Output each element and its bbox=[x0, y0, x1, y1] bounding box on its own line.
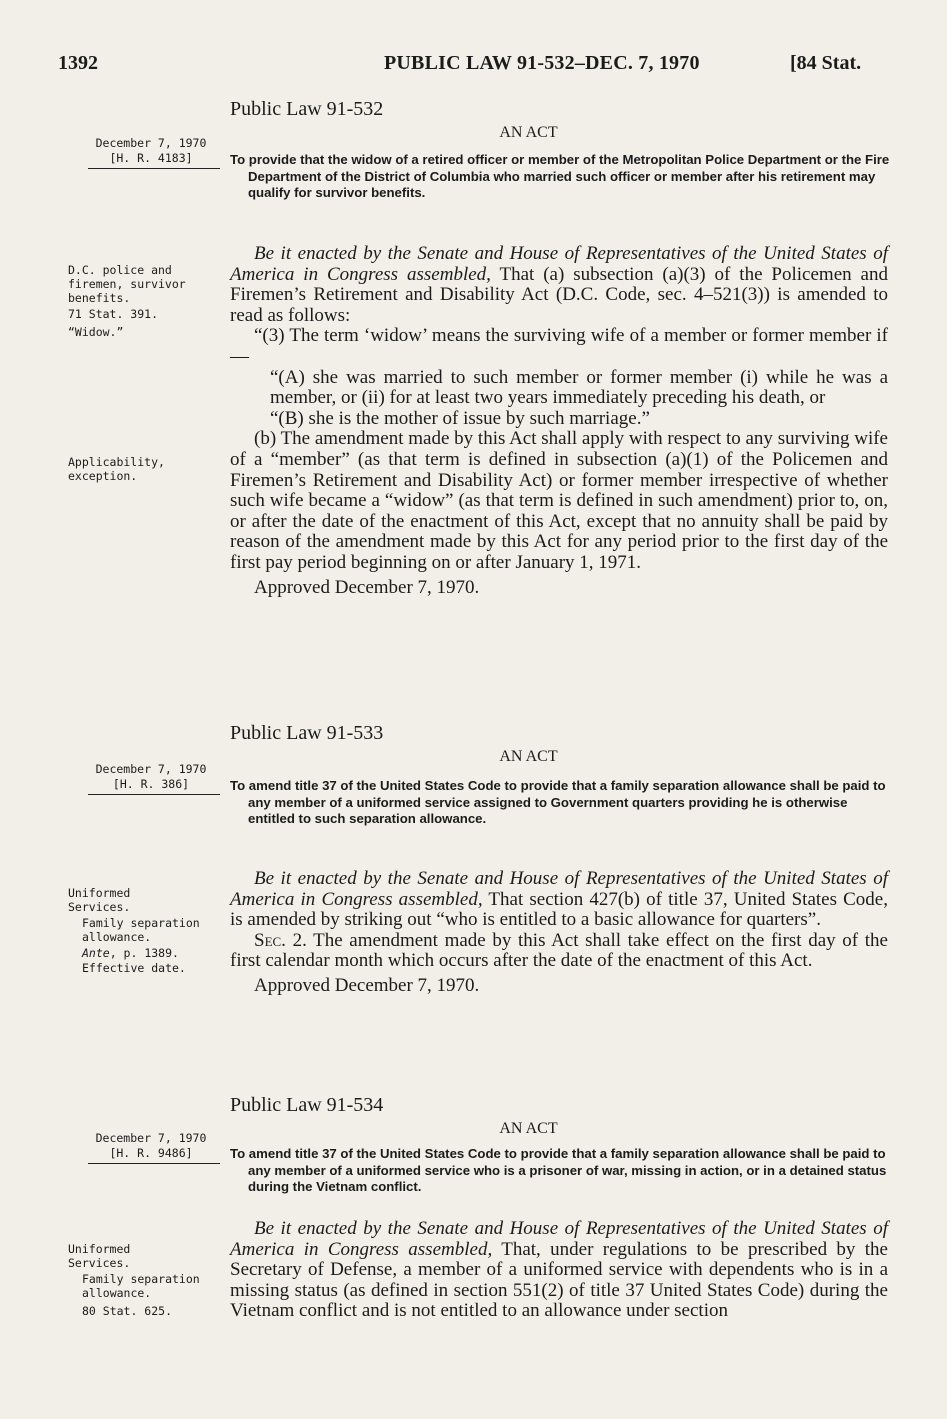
margin-note-text: Family separation allowance. bbox=[82, 1272, 200, 1300]
margin-note-text: Applicability, exception. bbox=[68, 455, 165, 483]
margin-date-block bbox=[86, 762, 216, 795]
enacting-clause bbox=[230, 244, 888, 326]
margin-note-group bbox=[68, 263, 218, 305]
margin-date-block bbox=[86, 136, 216, 169]
enacting-rest: That, under regulations to be prescribed by the Secretary of Defense, a member of a uniformed service with dependents who is in a missing status (as defined in section 551(2) of title 37 United States Code) during the Vietnam conflict and is not entitled to an allowance under section bbox=[230, 1238, 888, 1322]
margin-note-italic: Ante bbox=[82, 946, 110, 960]
margin-note: D.C. police and firemen, survivor benefits. bbox=[68, 263, 186, 305]
bill-number: [H. R. 4183] bbox=[109, 151, 193, 165]
law-body bbox=[230, 244, 888, 598]
enacting-italic: Be it enacted by the Senate and House of Representatives of the United States of America in Congress assembled, bbox=[230, 1218, 888, 1260]
enacting-italic: Be it enacted by the Senate and House of Representatives of the United States of America in Congress assembled, bbox=[230, 868, 888, 910]
margin-note bbox=[68, 1272, 218, 1300]
margin-note-text bbox=[68, 946, 218, 960]
margin-note bbox=[68, 307, 218, 321]
page-number: 1392 bbox=[58, 52, 98, 74]
law-title: Public Law 91-532 bbox=[230, 98, 384, 120]
divider bbox=[88, 168, 220, 169]
margin-note bbox=[68, 1242, 218, 1270]
law-date: December 7, 1970 bbox=[95, 762, 207, 776]
margin-note-text: Family separation allowance. bbox=[82, 916, 200, 944]
enacting-rest: That (a) subsection (a)(3) of the Policemen and Firemen’s Retirement and Disability Act (D.C. Code, sec. 4–521(3)) is amended to read as follows: bbox=[230, 263, 888, 326]
margin-note-text: Uniformed Services. bbox=[68, 886, 131, 914]
section-text: The amendment made by this Act shall take effect on the first day of the first calendar month which occurs after the date of the enactment of this Act. bbox=[230, 929, 888, 972]
section-2 bbox=[230, 931, 888, 972]
enacting-clause bbox=[230, 1219, 888, 1322]
bill-number: [H. R. 386] bbox=[112, 777, 190, 791]
margin-note-text: “Widow.” bbox=[68, 325, 124, 339]
subparagraph: “(B) she is the mother of issue by such marriage.” bbox=[270, 407, 650, 429]
margin-note-text: Effective date. bbox=[82, 961, 186, 975]
law-body bbox=[230, 869, 888, 997]
enacting-rest: That section 427(b) of title 37, United States Code, is amended by striking out “who is entitled to a basic allowance for quarters”. bbox=[230, 888, 888, 931]
header-title: PUBLIC LAW 91-532–DEC. 7, 1970 bbox=[384, 52, 700, 74]
act-purpose bbox=[230, 1146, 890, 1196]
an-act-text: AN ACT bbox=[499, 748, 558, 765]
divider bbox=[88, 1163, 220, 1164]
subparagraph: “(A) she was married to such member or former member (i) while he was a member, or (ii) for at least two years immediately preceding his death, or bbox=[270, 366, 888, 409]
approved-line: Approved December 7, 1970. bbox=[254, 974, 480, 996]
running-header bbox=[0, 52, 947, 82]
margin-note bbox=[68, 946, 218, 960]
bill-number: [H. R. 9486] bbox=[109, 1146, 193, 1160]
act-purpose bbox=[230, 152, 890, 202]
margin-note-text: Uniformed Services. bbox=[68, 1242, 131, 1270]
law-title: Public Law 91-533 bbox=[230, 722, 384, 744]
paragraph: “(3) The term ‘widow’ means the surviving wife of a member or former member if— bbox=[230, 325, 888, 367]
margin-note-rest: , p. 1389. bbox=[109, 946, 179, 960]
purpose-text: To amend title 37 of the United States Code to provide that a family separation allowance shall be paid to any member of a uniformed service assigned to Government quarters providing he is otherwise entitled to such separation allowance. bbox=[230, 778, 886, 826]
margin-note bbox=[68, 325, 218, 339]
law-date: December 7, 1970 bbox=[95, 1131, 207, 1145]
margin-note-text: 80 Stat. 625. bbox=[82, 1304, 173, 1318]
law-title: Public Law 91-534 bbox=[230, 1094, 384, 1116]
law-body bbox=[230, 1219, 888, 1322]
enacting-clause bbox=[230, 869, 888, 931]
purpose-text: To amend title 37 of the United States Code to provide that a family separation allowance shall be paid to any member of a uniformed service who is a prisoner of war, missing in action, or in a detained status during the Vietnam conflict. bbox=[230, 1146, 887, 1194]
margin-note bbox=[68, 886, 218, 914]
margin-note bbox=[68, 455, 208, 483]
margin-note bbox=[68, 1304, 218, 1318]
paragraph: (b) The amendment made by this Act shall apply with respect to any surviving wife of a “member” (as that term is defined in subsection (a)(1) of the Policemen and Firemen’s Retirement and Disability Act) or former member irrespective of whether such wife became a “widow” (as that term is defined in such amendment) prior to, on, or after the date of the enactment of this Act, except that no annuity shall be paid by reason of the amendment made by this Act for any period prior to the first day of the first pay period beginning on or after January 1, 1971. bbox=[230, 428, 888, 573]
margin-note bbox=[68, 961, 218, 975]
approved-line: Approved December 7, 1970. bbox=[254, 576, 480, 598]
law-date: December 7, 1970 bbox=[95, 136, 207, 150]
an-act-text: AN ACT bbox=[499, 1120, 558, 1137]
enacting-italic: Be it enacted by the Senate and House of Representatives of the United States of America in Congress assembled, bbox=[230, 243, 888, 285]
margin-note bbox=[68, 916, 218, 944]
divider bbox=[88, 794, 220, 795]
margin-date-block bbox=[86, 1131, 216, 1164]
an-act-text: AN ACT bbox=[499, 124, 558, 141]
header-statute: [84 Stat. bbox=[790, 52, 862, 74]
act-purpose bbox=[230, 778, 890, 828]
section-label: Sec. 2. bbox=[254, 929, 307, 951]
purpose-text: To provide that the widow of a retired officer or member of the Metropolitan Police Department or the Fire Department of the District of Columbia who married such officer or member after his retirement may qualify for survivor benefits. bbox=[230, 152, 890, 200]
margin-note-text: 71 Stat. 391. bbox=[68, 307, 159, 321]
